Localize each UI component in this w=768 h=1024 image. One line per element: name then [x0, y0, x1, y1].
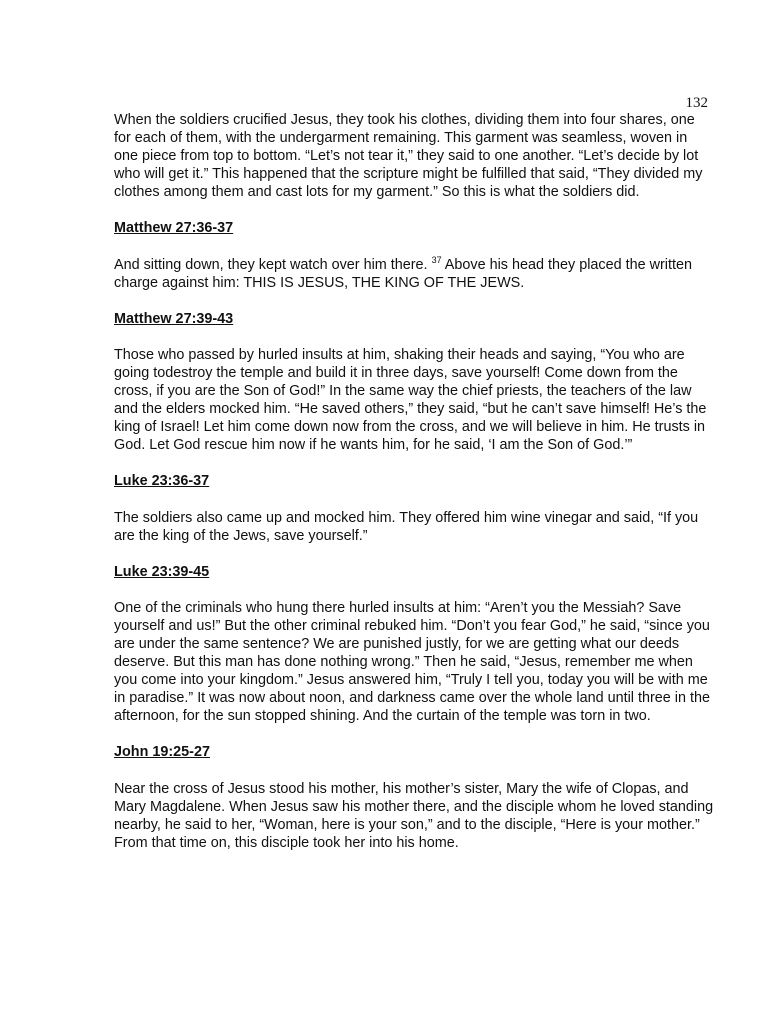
section-text-part: Above his head they placed the written charge against him: THIS IS JESUS, THE KING OF THE JEWS.: [114, 256, 692, 291]
section-heading-matthew-27-36: Matthew 27:36-37: [114, 220, 234, 237]
page-number: 132: [685, 95, 708, 111]
verse-number: 37: [431, 254, 442, 265]
section-text-luke-23-36: The soldiers also came up and mocked him. They offered him wine vinegar and said, “If you are the king of the Jews, save yourself.”: [114, 509, 699, 544]
section-text-matthew-27-36: [114, 256, 714, 292]
intro-paragraph: When the soldiers crucified Jesus, they took his clothes, dividing them into four shares, one for each of them, with the undergarment remaining. This garment was seamless, woven in one piece from top to bottom. “Let’s not tear it,” they said to one another. “Let’s decide by lot who will get it.” This happened that the scripture might be fulfilled that said, “They divided my clothes among them and cast lots for my garment.” So this is what the soldiers did.: [114, 112, 703, 201]
section-heading-luke-23-39: Luke 23:39-45: [114, 563, 210, 580]
section-heading-matthew-27-39: Matthew 27:39-43: [114, 310, 234, 327]
section-heading-john-19-25: John 19:25-27: [114, 744, 210, 761]
section-heading-luke-23-36: Luke 23:36-37: [114, 473, 210, 490]
document-body: [114, 111, 714, 852]
section-text-part: And sitting down, they kept watch over him there.: [114, 256, 432, 273]
section-text-luke-23-39: One of the criminals who hung there hurled insults at him: “Aren’t you the Messiah? Save yourself and us!” But the other criminal rebuked him. “Don’t you fear God,” he said, “since you are under the same sentence? We are punished justly, for we are getting what our deeds deserve. But this man has done nothing wrong.” Then he said, “Jesus, remember me when you come into your kingdom.” Jesus answered him, “Truly I tell you, today you will be with me in paradise.” It was now about noon, and darkness came over the whole land until three in the afternoon, for the sun stopped shining. And the curtain of the temple was torn in two.: [114, 599, 710, 725]
section-text-john-19-25: Near the cross of Jesus stood his mother, his mother’s sister, Mary the wife of Clopas, and Mary Magdalene. When Jesus saw his mother there, and the disciple whom he loved standing nearby, he said to her, “Woman, here is your son,” and to the disciple, “Here is your mother.” From that time on, this disciple took her into his home.: [114, 780, 714, 851]
section-text-matthew-27-39: Those who passed by hurled insults at him, shaking their heads and saying, “You who are going todestroy the temple and build it in three days, save yourself! Come down from the cross, if you are the Son of God!” In the same way the chief priests, the teachers of the law and the elders mocked him. “He saved others,” they said, “but he can’t save himself! He’s the king of Israel! Let him come down now from the cross, and we will believe in him. He trusts in God. Let God rescue him now if he wants him, for he said, ‘I am the Son of God.’”: [114, 346, 707, 454]
